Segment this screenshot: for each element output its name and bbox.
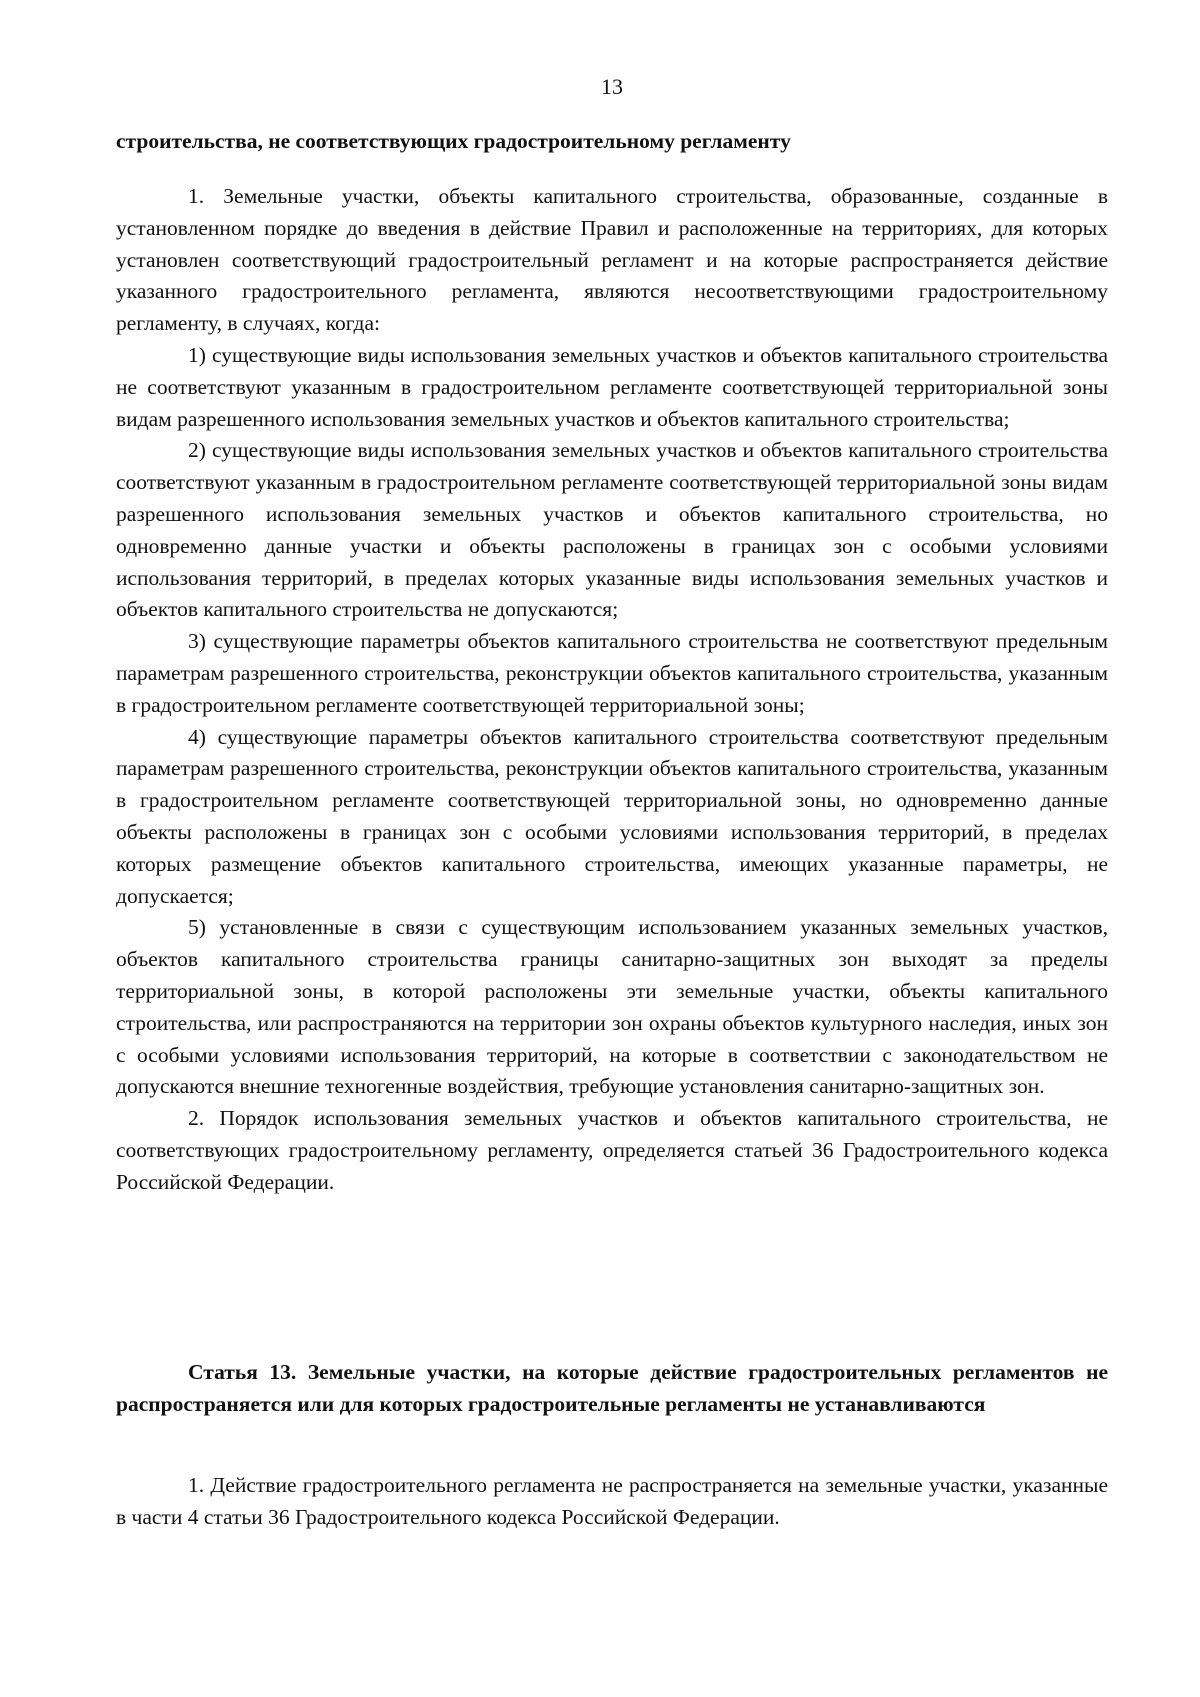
paragraph-clause-1: 1. Земельные участки, объекты капитального строительства, образованные, созданные в установленном порядке до введения в действие Правил и расположенные на территориях, для которых установлен соответствующий градостроительный регламент и на которые распространяется действие указанного градостроительного регламента, являются несоответствующими градостроительному регламенту, в случаях, когда: xyxy=(116,184,1108,336)
paragraph-clause-2: 2. Порядок использования земельных участков и объектов капитального строительства, не соответствующих градостроительному регламенту, определяется статьей 36 Градостроительного кодекса Российской Федерации. xyxy=(116,1106,1108,1194)
article-13-heading: Статья 13. Земельные участки, на которые действие градостроительных регламентов не распространяется или для которых градостроительные регламенты не устанавливаются xyxy=(116,1360,1108,1416)
paragraph-item-5: 5) установленные в связи с существующим использованием указанных земельных участков, объектов капитального строительства границы санитарно-защитных зон выходят за пределы территориальной зоны, в которой расположены эти земельные участки, объекты капитального строительства, или распространяются на территории зон охраны объектов культурного наследия, иных зон с особыми условиями использования территорий, на которые в соответствии с законодательством не допускаются внешние техногенные воздействия, требующие установления санитарно-защитных зон. xyxy=(116,915,1108,1099)
paragraph-item-1: 1) существующие виды использования земельных участков и объектов капитального строительства не соответствуют указанным в градостроительном регламенте соответствующей территориальной зоны видам разрешенного использования земельных участков и объектов капитального строительства; xyxy=(116,342,1108,431)
article-13-body xyxy=(116,1470,1108,1534)
section-heading-continuation: строительства, не соответствующих градостроительному регламенту xyxy=(116,129,791,153)
page-number: 13 xyxy=(601,74,623,99)
paragraph-item-4: 4) существующие параметры объектов капитального строительства соответствуют предельным параметрам разрешенного строительства, реконструкции объектов капитального строительства, указанным в градостроительном регламенте соответствующей территориальной зоны, но одновременно данные объекты расположены в границах зон с особыми условиями использования территорий, в пределах которых размещение объектов капитального строительства, имеющих указанные параметры, не допускается; xyxy=(116,724,1108,908)
paragraph-item-2: 2) существующие виды использования земельных участков и объектов капитального строительства соответствуют указанным в градостроительном регламенте соответствующей территориальной зоны видам разрешенного использования земельных участков и объектов капитального строительства, но одновременно данные участки и объекты расположены в границах зон с особыми условиями использования территорий, в пределах которых указанные виды использования земельных участков и объектов капитального строительства не допускаются; xyxy=(116,438,1108,622)
paragraph-article-13-clause-1: 1. Действие градостроительного регламента не распространяется на земельные участки, указанные в части 4 статьи 36 Градостроительного кодекса Российской Федерации. xyxy=(116,1473,1108,1529)
paragraph-item-3: 3) существующие параметры объектов капитального строительства не соответствуют предельным параметрам разрешенного строительства, реконструкции объектов капитального строительства, указанным в градостроительном регламенте соответствующей территориальной зоны; xyxy=(116,629,1108,717)
section-body xyxy=(116,181,1108,1199)
